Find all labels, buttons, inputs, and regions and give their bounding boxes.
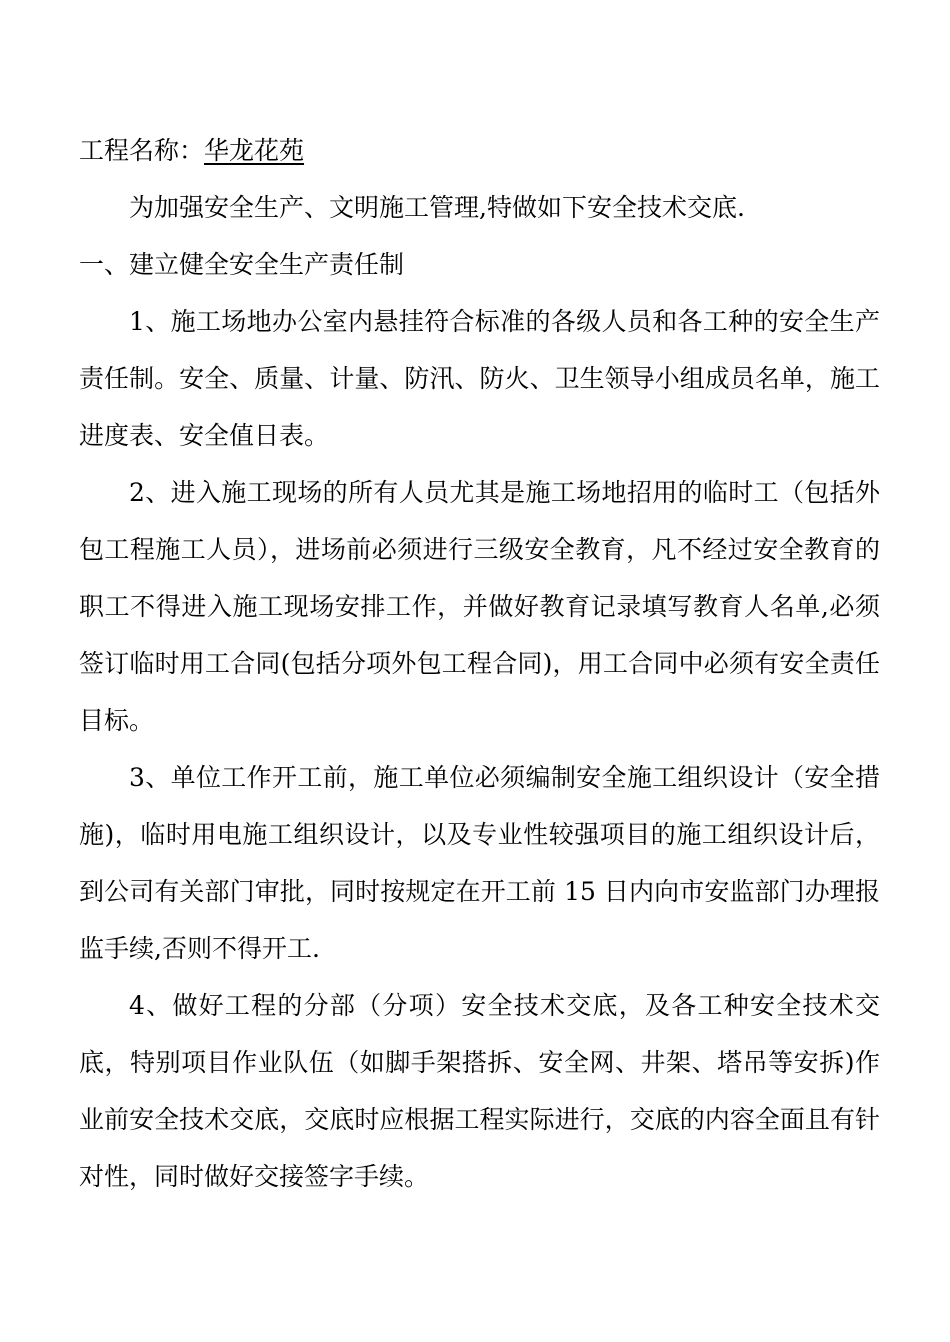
section-item: 1、施工场地办公室内悬挂符合标准的各级人员和各工种的安全生产责任制。安全、质量、计量、防汛、防火、卫生领导小组成员名单，施工进度表、安全值日表。	[79, 307, 880, 450]
section-heading: 一、建立健全安全生产责任制	[79, 250, 405, 279]
project-label: 工程名称：	[79, 136, 205, 165]
intro-paragraph: 为加强安全生产、文明施工管理,特做如下安全技术交底.	[129, 193, 745, 222]
section-item: 4、做好工程的分部（分项）安全技术交底，及各工种安全技术交底，特别项目作业队伍（如脚手架搭拆、安全网、井架、塔吊等安拆)作业前安全技术交底，交底时应根据工程实际进行，交底的内容全面且有针对性，同时做好交接签字手续。	[79, 991, 880, 1191]
project-name: 华龙花苑	[204, 136, 305, 165]
section-item: 2、进入施工现场的所有人员尤其是施工场地招用的临时工（包括外包工程施工人员），进场前必须进行三级安全教育，凡不经过安全教育的职工不得进入施工现场安排工作，并做好教育记录填写教育人名单,必须签订临时用工合同(包括分项外包工程合同)，用工合同中必须有安全责任目标。	[79, 478, 880, 735]
project-line	[79, 122, 880, 179]
section-item: 3、单位工作开工前，施工单位必须编制安全施工组织设计（安全措施)，临时用电施工组织设计，以及专业性较强项目的施工组织设计后，到公司有关部门审批，同时按规定在开工前 15 日内向市安监部门办理报监手续,否则不得开工.	[79, 763, 880, 963]
